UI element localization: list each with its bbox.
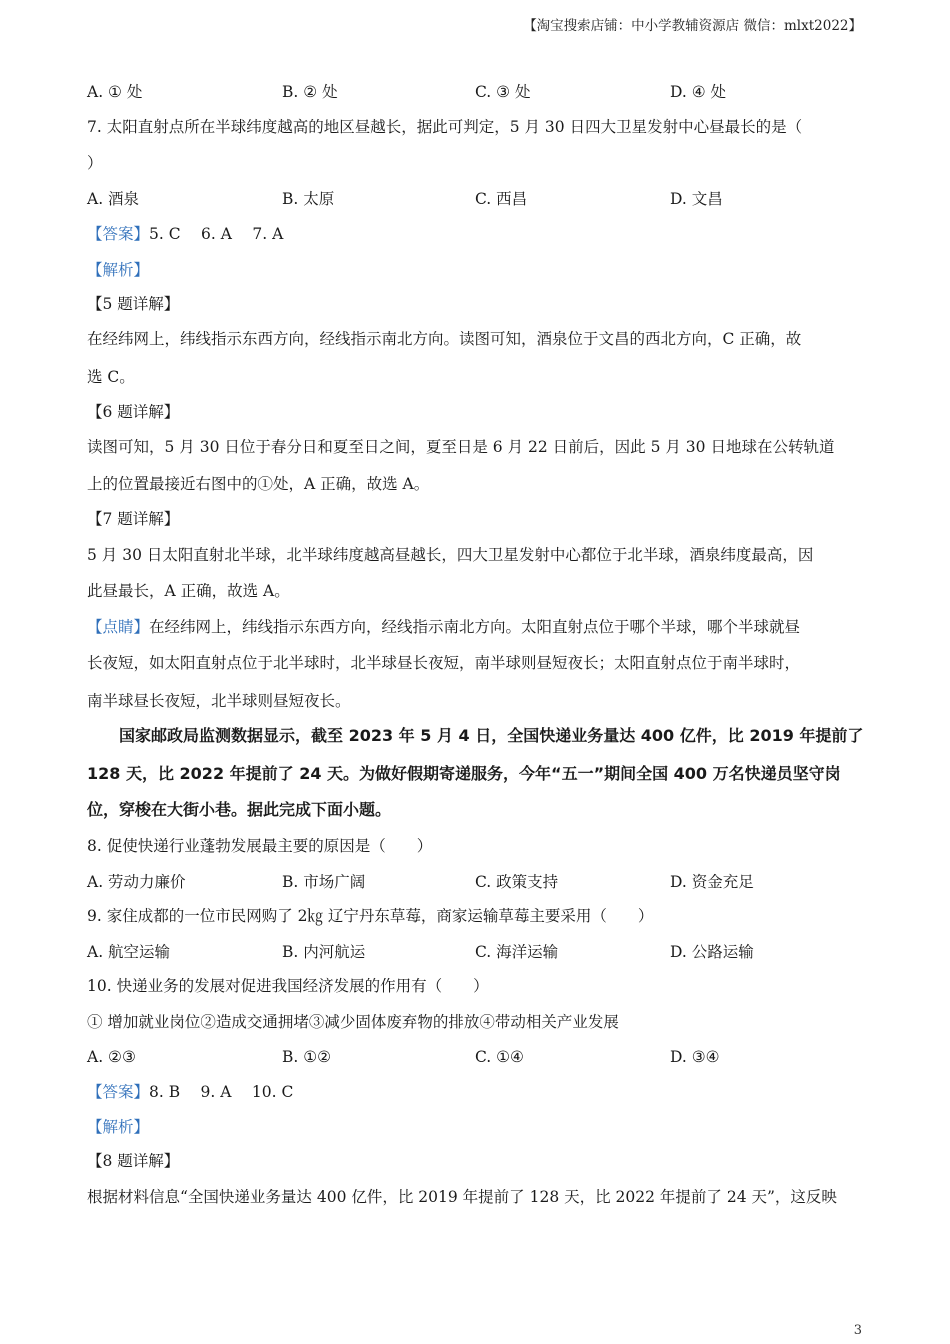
q10-option-a: A. ②③ bbox=[87, 1048, 136, 1066]
q5-detail-title: 【5 题详解】 bbox=[87, 295, 180, 313]
analysis-label: 【解析】 bbox=[87, 1118, 150, 1136]
q7-option-b: B. 太原 bbox=[282, 190, 335, 208]
q7-option-c: C. 西昌 bbox=[475, 190, 528, 208]
q7-detail-line: 此昼最长，A 正确，故选 A。 bbox=[87, 582, 290, 600]
q6-detail-title: 【6 题详解】 bbox=[87, 403, 180, 421]
q8-stem: 8. 促使快递行业蓬勃发展最主要的原因是（ ） bbox=[87, 837, 433, 855]
material-paragraph-line: 位，穿梭在大街小巷。据此完成下面小题。 bbox=[87, 800, 392, 819]
q10-option-d: D. ③④ bbox=[670, 1048, 720, 1066]
answer-label: 【答案】 bbox=[87, 225, 150, 243]
q8-option-a: A. 劳动力廉价 bbox=[87, 873, 186, 891]
q9-option-c: C. 海洋运输 bbox=[475, 943, 559, 961]
q9-option-d: D. 公路运输 bbox=[670, 943, 754, 961]
q7-stem: 7. 太阳直射点所在半球纬度越高的地区昼越长，据此可判定，5 月 30 日四大卫星发射中心昼最长的是（ bbox=[87, 118, 803, 136]
analysis-label: 【解析】 bbox=[87, 261, 150, 279]
q8-option-d: D. 资金充足 bbox=[670, 873, 754, 891]
tip-label: 【点睛】 bbox=[87, 618, 150, 636]
answer-text: 8. B 9. A 10. C bbox=[149, 1083, 294, 1101]
page-header: 【淘宝搜索店铺：中小学教辅资源店 微信：mlxt2022】 bbox=[523, 18, 862, 34]
page-number: 3 bbox=[853, 1323, 862, 1338]
answer-text: 5. C 6. A 7. A bbox=[149, 225, 284, 243]
q6-option-d: D. ④ 处 bbox=[670, 83, 727, 101]
q6-option-b: B. ② 处 bbox=[282, 83, 338, 101]
q9-stem: 9. 家住成都的一位市民网购了 2㎏ 辽宁丹东草莓，商家运输草莓主要采用（ ） bbox=[87, 907, 654, 925]
material-paragraph-line: 国家邮政局监测数据显示，截至 2023 年 5 月 4 日，全国快递业务量达 400 亿件，比 2019 年提前了 bbox=[87, 726, 864, 745]
tip-text: 在经纬网上，纬线指示东西方向，经线指示南北方向。太阳直射点位于哪个半球，哪个半球就昼 bbox=[149, 618, 801, 636]
q7-detail-title: 【7 题详解】 bbox=[87, 510, 180, 528]
q7-stem-cont: ） bbox=[87, 154, 103, 172]
tip-line: 南半球昼长夜短，北半球则昼短夜长。 bbox=[87, 692, 351, 710]
q10-items: ① 增加就业岗位②造成交通拥堵③减少固体废弃物的排放④带动相关产业发展 bbox=[87, 1013, 619, 1031]
q8-option-c: C. 政策支持 bbox=[475, 873, 559, 891]
tip-line: 长夜短，如太阳直射点位于北半球时，北半球昼长夜短，南半球则昼短夜长；太阳直射点位于南半球时， bbox=[87, 654, 801, 672]
q6-option-a: A. ① 处 bbox=[87, 83, 143, 101]
q9-option-b: B. 内河航运 bbox=[282, 943, 366, 961]
answer-block-2 bbox=[87, 1082, 293, 1102]
q6-option-c: C. ③ 处 bbox=[475, 83, 531, 101]
q7-option-a: A. 酒泉 bbox=[87, 190, 140, 208]
q10-stem: 10. 快递业务的发展对促进我国经济发展的作用有（ ） bbox=[87, 977, 489, 995]
q10-option-c: C. ①④ bbox=[475, 1048, 524, 1066]
q10-option-b: B. ①② bbox=[282, 1048, 332, 1066]
tip-line bbox=[87, 617, 862, 637]
q6-detail-line: 读图可知，5 月 30 日位于春分日和夏至日之间，夏至日是 6 月 22 日前后，因此 5 月 30 日地球在公转轨道 bbox=[87, 438, 835, 456]
q5-detail-line: 选 C。 bbox=[87, 368, 135, 386]
q7-option-d: D. 文昌 bbox=[670, 190, 723, 208]
answer-label: 【答案】 bbox=[87, 1083, 150, 1101]
q8-detail-title: 【8 题详解】 bbox=[87, 1152, 180, 1170]
q8-detail-line: 根据材料信息“全国快递业务量达 400 亿件，比 2019 年提前了 128 天，比 2022 年提前了 24 天”，这反映 bbox=[87, 1188, 837, 1206]
q8-option-b: B. 市场广阔 bbox=[282, 873, 366, 891]
answer-block-1 bbox=[87, 224, 283, 244]
q7-detail-line: 5 月 30 日太阳直射北半球，北半球纬度越高昼越长，四大卫星发射中心都位于北半球，酒泉纬度最高，因 bbox=[87, 546, 814, 564]
q5-detail-line: 在经纬网上，纬线指示东西方向，经线指示南北方向。读图可知，酒泉位于文昌的西北方向，C 正确，故 bbox=[87, 330, 802, 348]
q9-option-a: A. 航空运输 bbox=[87, 943, 171, 961]
q6-detail-line: 上的位置最接近右图中的①处，A 正确，故选 A。 bbox=[87, 475, 430, 493]
material-paragraph-line: 128 天，比 2022 年提前了 24 天。为做好假期寄递服务，今年“五一”期间全国 400 万名快递员坚守岗 bbox=[87, 764, 841, 783]
